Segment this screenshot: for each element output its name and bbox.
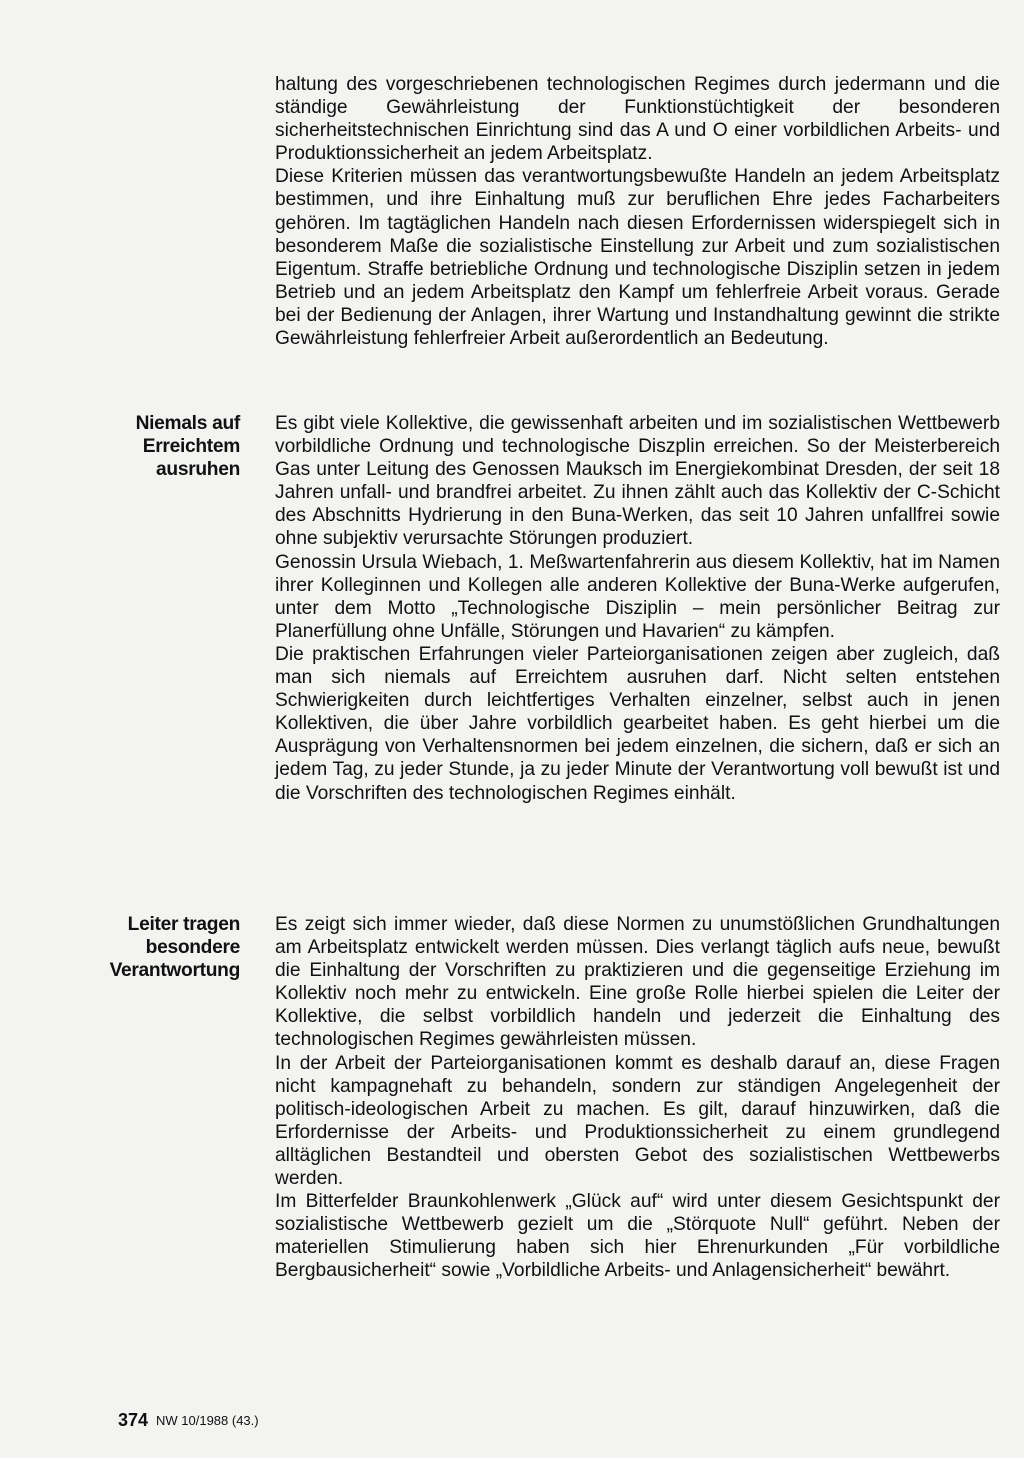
side-heading-line: ausruhen [156,459,240,480]
side-heading-line: Erreichtem [142,436,240,457]
paragraph: Es gibt viele Kollektive, die gewissenhaft arbeiten und im sozialistischen Wettbewerb vorbildliche Ordnung und technologische Diszplin erreichen. So der Meisterbereich Gas unter Leitung des Genossen Mauksch im Energiekombinat Dresden, der seit 18 Jahren unfall- und brandfrei arbeitet. Zu ihnen zählt auch das Kollektiv der C-Schicht des Abschnitts Hydrierung in den Buna-Werken, das seit 10 Jahren unfallfrei sowie ohne subjektiv verursachte Störungen produziert. [275,413,1000,550]
source-reference: NW 10/1988 (43.) [156,1413,259,1428]
side-heading-line: besondere [145,937,240,958]
section-niemals-auf-erreichtem [275,412,1000,805]
paragraph: haltung des vorgeschriebenen technologischen Regimes durch jedermann und die ständige Gewährleistung der Funktionstüchtigkeit der besonderen sicherheitstechnischen Einrichtung sind das A und O einer vorbildlichen Arbeits- und Produktionssicherheit an jedem Arbeitsplatz. [275,74,1000,165]
page-number: 374 [118,1410,149,1430]
paragraph: Diese Kriterien müssen das verantwortungsbewußte Handeln an jedem Arbeitsplatz bestimmen, und ihre Einhaltung muß zur beruflichen Ehre jedes Facharbeiters gehören. Im tagtäglichen Handeln nach diesen Erfordernissen widerspiegelt sich in besonderem Maße die sozialistische Einstellung zur Arbeit und zum sozialistischen Eigentum. Straffe betriebliche Ordnung und technologische Disziplin setzen in jedem Betrieb und an jedem Arbeitsplatz den Kampf um fehlerfreie Arbeit voraus. Gerade bei der Bedienung der Anlagen, ihrer Wartung und Instandhaltung gewinnt die strikte Gewährleistung fehlerfreier Arbeit außerordentlich an Bedeutung. [275,166,1000,350]
intro-section [275,73,1000,350]
side-heading-line: Leiter tragen [127,914,240,935]
paragraph: Die praktischen Erfahrungen vieler Parteiorganisationen zeigen aber zugleich, daß man sich niemals auf Erreichtem ausruhen darf. Nicht selten entstehen Schwierigkeiten durch leichtfertiges Verhalten einzelner, selbst auch in jenen Kollektiven, die über Jahre vorbildlich gearbeitet haben. Es geht hierbei um die Ausprägung von Verhaltensnormen bei jedem einzelnen, die sichern, daß er sich an jedem Tag, zu jeder Stunde, ja zu jeder Minute der Verantwortung voll bewußt ist und die Vorschriften des technologischen Regimes einhält. [275,643,1000,804]
side-heading-line: Verantwortung [109,960,240,981]
side-heading-leiter-tragen-besondere-verantwortung [70,913,240,982]
section-leiter-tragen [275,913,1000,1283]
side-heading-niemals-auf-erreichtem-ausruhen [70,412,240,481]
paragraph: In der Arbeit der Parteiorganisationen kommt es deshalb darauf an, diese Fragen nicht kampagnehaft zu behandeln, sondern zur ständigen Angelegenheit der politisch-ideologischen Arbeit zu machen. Es gilt, darauf hinzuwirken, daß die Erfordernisse der Arbeits- und Produktionssicherheit zu einem grundlegend alltäglichen Bestandteil und obersten Gebot des sozialistischen Wettbewerbs werden. [275,1052,1000,1190]
paragraph: Es zeigt sich immer wieder, daß diese Normen zu unumstößlichen Grundhaltungen am Arbeitsplatz entwickelt werden müssen. Dies verlangt täglich aufs neue, bewußt die Einhaltung der Vorschriften zu praktizieren und die gegenseitige Erziehung im Kollektiv noch mehr zu entwickeln. Eine große Rolle hierbei spielen die Leiter der Kollektive, die selbst vorbildlich handeln und jederzeit die Einhaltung des technologischen Regimes gewährleisten müssen. [275,914,1000,1051]
paragraph: Genossin Ursula Wiebach, 1. Meßwartenfahrerin aus diesem Kollektiv, hat im Namen ihrer Kolleginnen und Kollegen alle anderen Kollektive der Buna-Werke aufgerufen, unter dem Motto „Technologische Disziplin – mein persönlicher Beitrag zur Planerfüllung ohne Unfälle, Störungen und Havarien“ zu kämpfen. [275,551,1000,642]
paragraph: Im Bitterfelder Braunkohlenwerk „Glück auf“ wird unter diesem Gesichtspunkt der sozialistische Wettbewerb gezielt um die „Störquote Null“ geführt. Neben der materiellen Stimulierung haben sich hier Ehrenurkunden „Für vorbildliche Bergbausicherheit“ sowie „Vorbildliche Arbeits- und Anlagensicherheit“ bewährt. [275,1191,1000,1282]
side-heading-line: Niemals auf [135,413,240,434]
